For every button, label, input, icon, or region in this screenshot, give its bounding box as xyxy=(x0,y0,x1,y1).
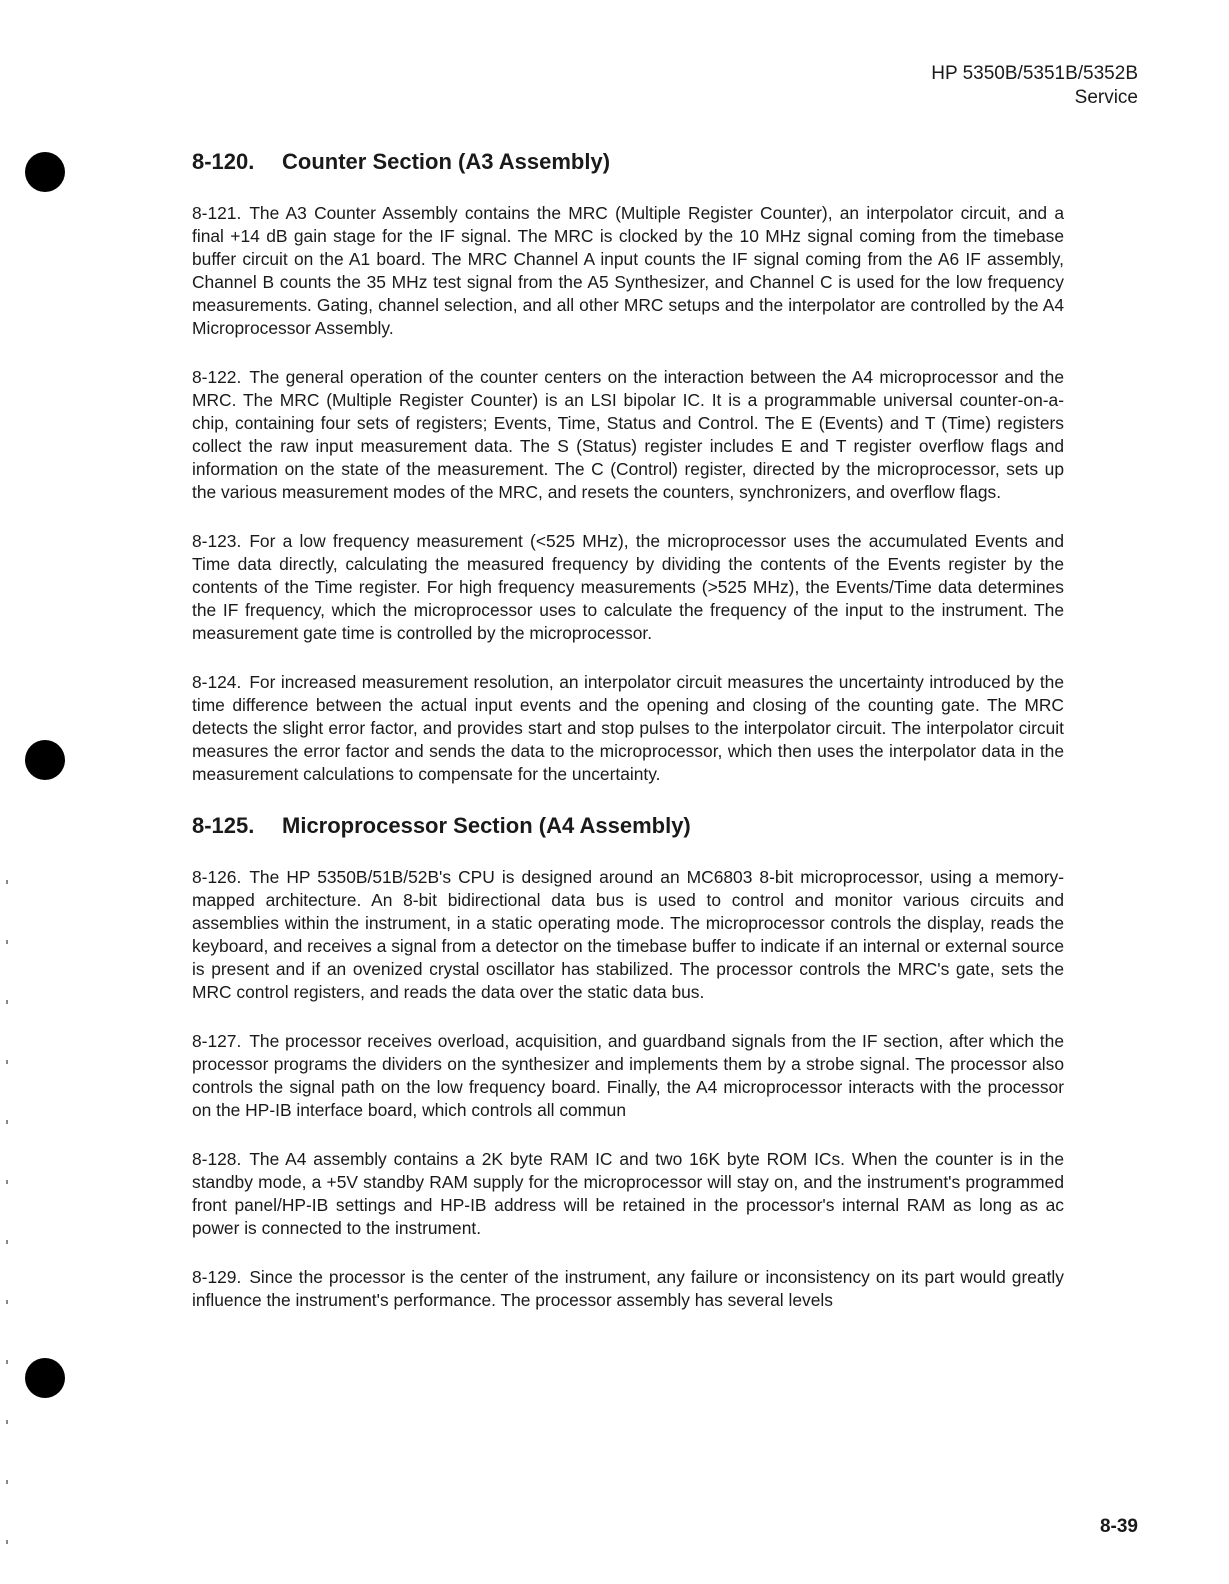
page-number: 8-39 xyxy=(1099,1516,1138,1537)
paragraph xyxy=(192,866,1064,1004)
page-header xyxy=(931,62,1138,110)
paragraph-number: 8-124. xyxy=(192,672,242,692)
section-title: Counter Section (A3 Assembly) xyxy=(282,149,611,174)
paragraph-number: 8-129. xyxy=(192,1267,242,1287)
paragraph-number: 8-127. xyxy=(192,1031,242,1051)
paragraph xyxy=(192,1266,1064,1312)
scan-edge-marks xyxy=(6,880,10,1560)
paragraph-number: 8-122. xyxy=(192,367,242,387)
section-heading xyxy=(192,812,1064,840)
punch-hole-top xyxy=(25,152,65,192)
paragraph xyxy=(192,1030,1064,1122)
paragraph-number: 8-126. xyxy=(192,867,242,887)
section-number: 8-120. xyxy=(192,149,255,174)
page-content xyxy=(192,148,1064,1338)
section-number: 8-125. xyxy=(192,813,255,838)
punch-hole-bottom xyxy=(25,1358,65,1398)
paragraph-text: For a low frequency measurement (<525 MHz), the microprocessor uses the accumulated Events and Time data directly, calculating the measured frequency by dividing the contents of the Events register by the contents of the Time register. For high frequency measurements (>525 MHz), the Events/Time data determines the IF frequency, which the microprocessor uses to calculate the frequency of the input to the instrument. The measurement gate time is controlled by the microprocessor. xyxy=(192,531,1064,643)
paragraph-text: The processor receives overload, acquisition, and guardband signals from the IF section, after which the processor programs the dividers on the synthesizer and implements them by a strobe signal. The processor also controls the signal path on the low frequency board. Finally, the A4 microprocessor interacts with the processor on the HP-IB interface board, which controls all commun xyxy=(192,1031,1064,1120)
section-title: Microprocessor Section (A4 Assembly) xyxy=(282,813,691,838)
punch-hole-middle xyxy=(25,740,65,780)
paragraph-number: 8-123. xyxy=(192,531,242,551)
paragraph-text: The general operation of the counter centers on the interaction between the A4 microprocessor and the MRC. The MRC (Multiple Register Counter) is an LSI bipolar IC. It is a programmable universal counter-on-a-chip, containing four sets of registers; Events, Time, Status and Control. The E (Events) and T (Time) registers collect the raw input measurement data. The S (Status) register includes E and T register overflow flags and information on the state of the measurement. The C (Control) register, directed by the microprocessor, sets up the various measurement modes of the MRC, and resets the counters, synchronizers, and overflow flags. xyxy=(192,367,1064,502)
header-model: HP 5350B/5351B/5352B xyxy=(931,63,1138,84)
paragraph xyxy=(192,671,1064,786)
paragraph xyxy=(192,1148,1064,1240)
paragraph-number: 8-128. xyxy=(192,1149,242,1169)
header-section: Service xyxy=(1074,87,1138,108)
paragraph xyxy=(192,202,1064,340)
paragraph-text: The A3 Counter Assembly contains the MRC (Multiple Register Counter), an interpolator circuit, and a final +14 dB gain stage for the IF signal. The MRC is clocked by the 10 MHz signal coming from the timebase buffer circuit on the A1 board. The MRC Channel A input counts the IF signal coming from the A6 IF assembly, Channel B counts the 35 MHz test signal from the A5 Synthesizer, and Channel C is used for the low frequency measurements. Gating, channel selection, and all other MRC setups and the interpolator are controlled by the A4 Microprocessor Assembly. xyxy=(192,203,1064,338)
paragraph-text: The HP 5350B/51B/52B's CPU is designed around an MC6803 8-bit microprocessor, using a memory-mapped architecture. An 8-bit bidirectional data bus is used to control and monitor various circuits and assemblies within the instrument, in a static operating mode. The microprocessor controls the display, reads the keyboard, and receives a signal from a detector on the timebase buffer to indicate if an internal or external source is present and if an ovenized crystal oscillator has stabilized. The processor controls the MRC's gate, sets the MRC control registers, and reads the data over the static data bus. xyxy=(192,867,1064,1002)
paragraph-text: The A4 assembly contains a 2K byte RAM IC and two 16K byte ROM ICs. When the counter is in the standby mode, a +5V standby RAM supply for the microprocessor will stay on, and the instrument's programmed front panel/HP-IB settings and HP-IB address will be retained in the processor's internal RAM as long as ac power is connected to the instrument. xyxy=(192,1149,1064,1238)
paragraph-text: Since the processor is the center of the instrument, any failure or inconsistency on its part would greatly influence the instrument's performance. The processor assembly has several levels xyxy=(192,1267,1064,1310)
paragraph xyxy=(192,530,1064,645)
paragraph-number: 8-121. xyxy=(192,203,242,223)
paragraph xyxy=(192,366,1064,504)
section-heading xyxy=(192,148,1064,176)
paragraph-text: For increased measurement resolution, an interpolator circuit measures the uncertainty introduced by the time difference between the actual input events and the opening and closing of the counting gate. The MRC detects the slight error factor, and provides start and stop pulses to the interpolator circuit. The interpolator circuit measures the error factor and sends the data to the microprocessor, which then uses the interpolator data in the measurement calculations to compensate for the uncertainty. xyxy=(192,672,1064,784)
